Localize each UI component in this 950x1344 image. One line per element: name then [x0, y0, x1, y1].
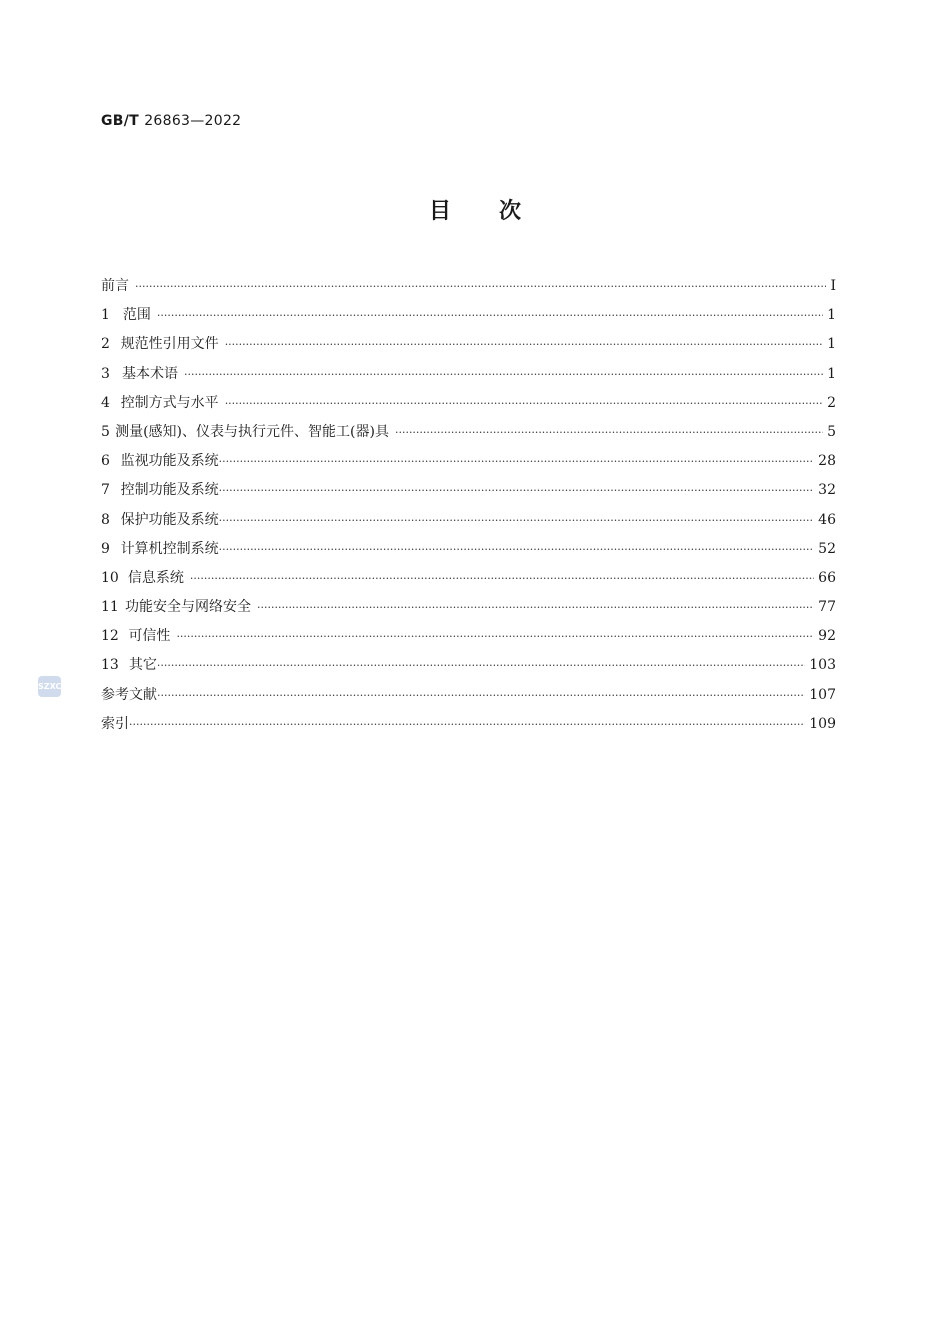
toc-entry-number: 12	[101, 628, 119, 645]
toc-entry[interactable]	[101, 360, 836, 389]
standard-code-prefix: GB/T	[101, 113, 140, 129]
toc-entry-label: 计算机控制系统	[120, 540, 219, 557]
toc-entry-number: 8	[101, 511, 110, 528]
toc-entry-page: 107	[809, 686, 836, 703]
toc-entry-number: 1	[101, 307, 110, 324]
toc-entry[interactable]	[101, 506, 836, 535]
toc-entry[interactable]	[101, 330, 836, 359]
toc-entry-number: 3	[101, 365, 110, 382]
toc-entry[interactable]	[101, 564, 836, 593]
toc-leader-dots	[157, 681, 805, 710]
toc-entry-label: 功能安全与网络安全	[124, 599, 251, 616]
toc-entry[interactable]	[101, 535, 836, 564]
toc-entry-page: 1	[827, 365, 836, 382]
toc-entry-label: 监视功能及系统	[120, 453, 219, 470]
toc-entry[interactable]	[101, 651, 836, 680]
toc-entry-label: 范围	[122, 307, 151, 324]
toc-entry-label: 测量(感知)、仪表与执行元件、智能工(器)具	[115, 423, 389, 440]
toc-entry-page: 52	[818, 540, 836, 557]
toc-entry-page: 1	[827, 336, 836, 353]
toc-entry-page: 77	[818, 599, 836, 616]
toc-leader-dots	[184, 360, 823, 389]
toc-entry-number: 4	[101, 394, 110, 411]
toc-entry-number: 11	[101, 599, 119, 616]
toc-entry-number: 6	[101, 453, 110, 470]
toc-leader-dots	[219, 476, 815, 505]
toc-entry[interactable]	[101, 272, 836, 301]
toc-entry-label: 规范性引用文件	[120, 336, 219, 353]
toc-entry-page: 5	[827, 423, 836, 440]
standard-code	[101, 113, 241, 129]
toc-leader-dots	[395, 418, 823, 447]
page-title: 目次	[428, 199, 569, 224]
toc-entry[interactable]	[101, 681, 836, 710]
toc-entry-number: 2	[101, 336, 110, 353]
toc-entry-label: 保护功能及系统	[120, 511, 219, 528]
toc-entry-number: 5	[101, 423, 110, 440]
watermark-logo: SZXC	[38, 676, 61, 697]
standard-code-number: 26863—2022	[144, 113, 242, 129]
toc-entry-page: 109	[809, 715, 836, 732]
toc-entry[interactable]	[101, 418, 836, 447]
toc-entry-page: 66	[818, 569, 836, 586]
toc-entry[interactable]	[101, 622, 836, 651]
toc-entry-number: 7	[101, 482, 110, 499]
toc-entry-page: 92	[818, 628, 836, 645]
toc-leader-dots	[129, 710, 805, 739]
toc-entry-label: 信息系统	[127, 569, 184, 586]
toc-entry-number: 9	[101, 540, 110, 557]
toc-entry-page: 2	[827, 394, 836, 411]
toc-leader-dots	[157, 301, 823, 330]
toc-entry[interactable]	[101, 593, 836, 622]
toc-entry-label: 索引	[101, 715, 129, 732]
toc-leader-dots	[257, 593, 814, 622]
toc-leader-dots	[157, 651, 805, 680]
toc-leader-dots	[190, 564, 814, 593]
toc-leader-dots	[135, 272, 826, 301]
toc-entry[interactable]	[101, 710, 836, 739]
toc-leader-dots	[219, 535, 815, 564]
toc-entry-label: 参考文献	[101, 686, 157, 703]
toc-entry-page: 32	[818, 482, 836, 499]
toc-entry-page: 46	[818, 511, 836, 528]
toc-entry[interactable]	[101, 301, 836, 330]
toc-entry-number: 10	[101, 569, 119, 586]
toc-entry-page: 28	[818, 453, 836, 470]
toc-entry[interactable]	[101, 447, 836, 476]
toc-entry[interactable]	[101, 389, 836, 418]
toc-leader-dots	[219, 506, 815, 535]
toc-entry-label: 控制方式与水平	[120, 394, 219, 411]
toc-entry-label: 控制功能及系统	[120, 482, 219, 499]
toc-entry-label: 其它	[128, 657, 157, 674]
toc-entry-page: 103	[809, 657, 836, 674]
toc-leader-dots	[219, 447, 815, 476]
toc-entry-page: Ⅰ	[830, 278, 836, 294]
toc-leader-dots	[225, 389, 823, 418]
toc-entry-label: 前言	[101, 278, 129, 294]
table-of-contents	[101, 272, 836, 739]
toc-entry-label: 可信性	[128, 628, 171, 645]
toc-entry-label: 基本术语	[122, 365, 179, 382]
toc-entry-number: 13	[101, 657, 119, 674]
toc-leader-dots	[176, 622, 814, 651]
toc-entry[interactable]	[101, 476, 836, 505]
toc-leader-dots	[225, 330, 823, 359]
toc-entry-page: 1	[827, 307, 836, 324]
